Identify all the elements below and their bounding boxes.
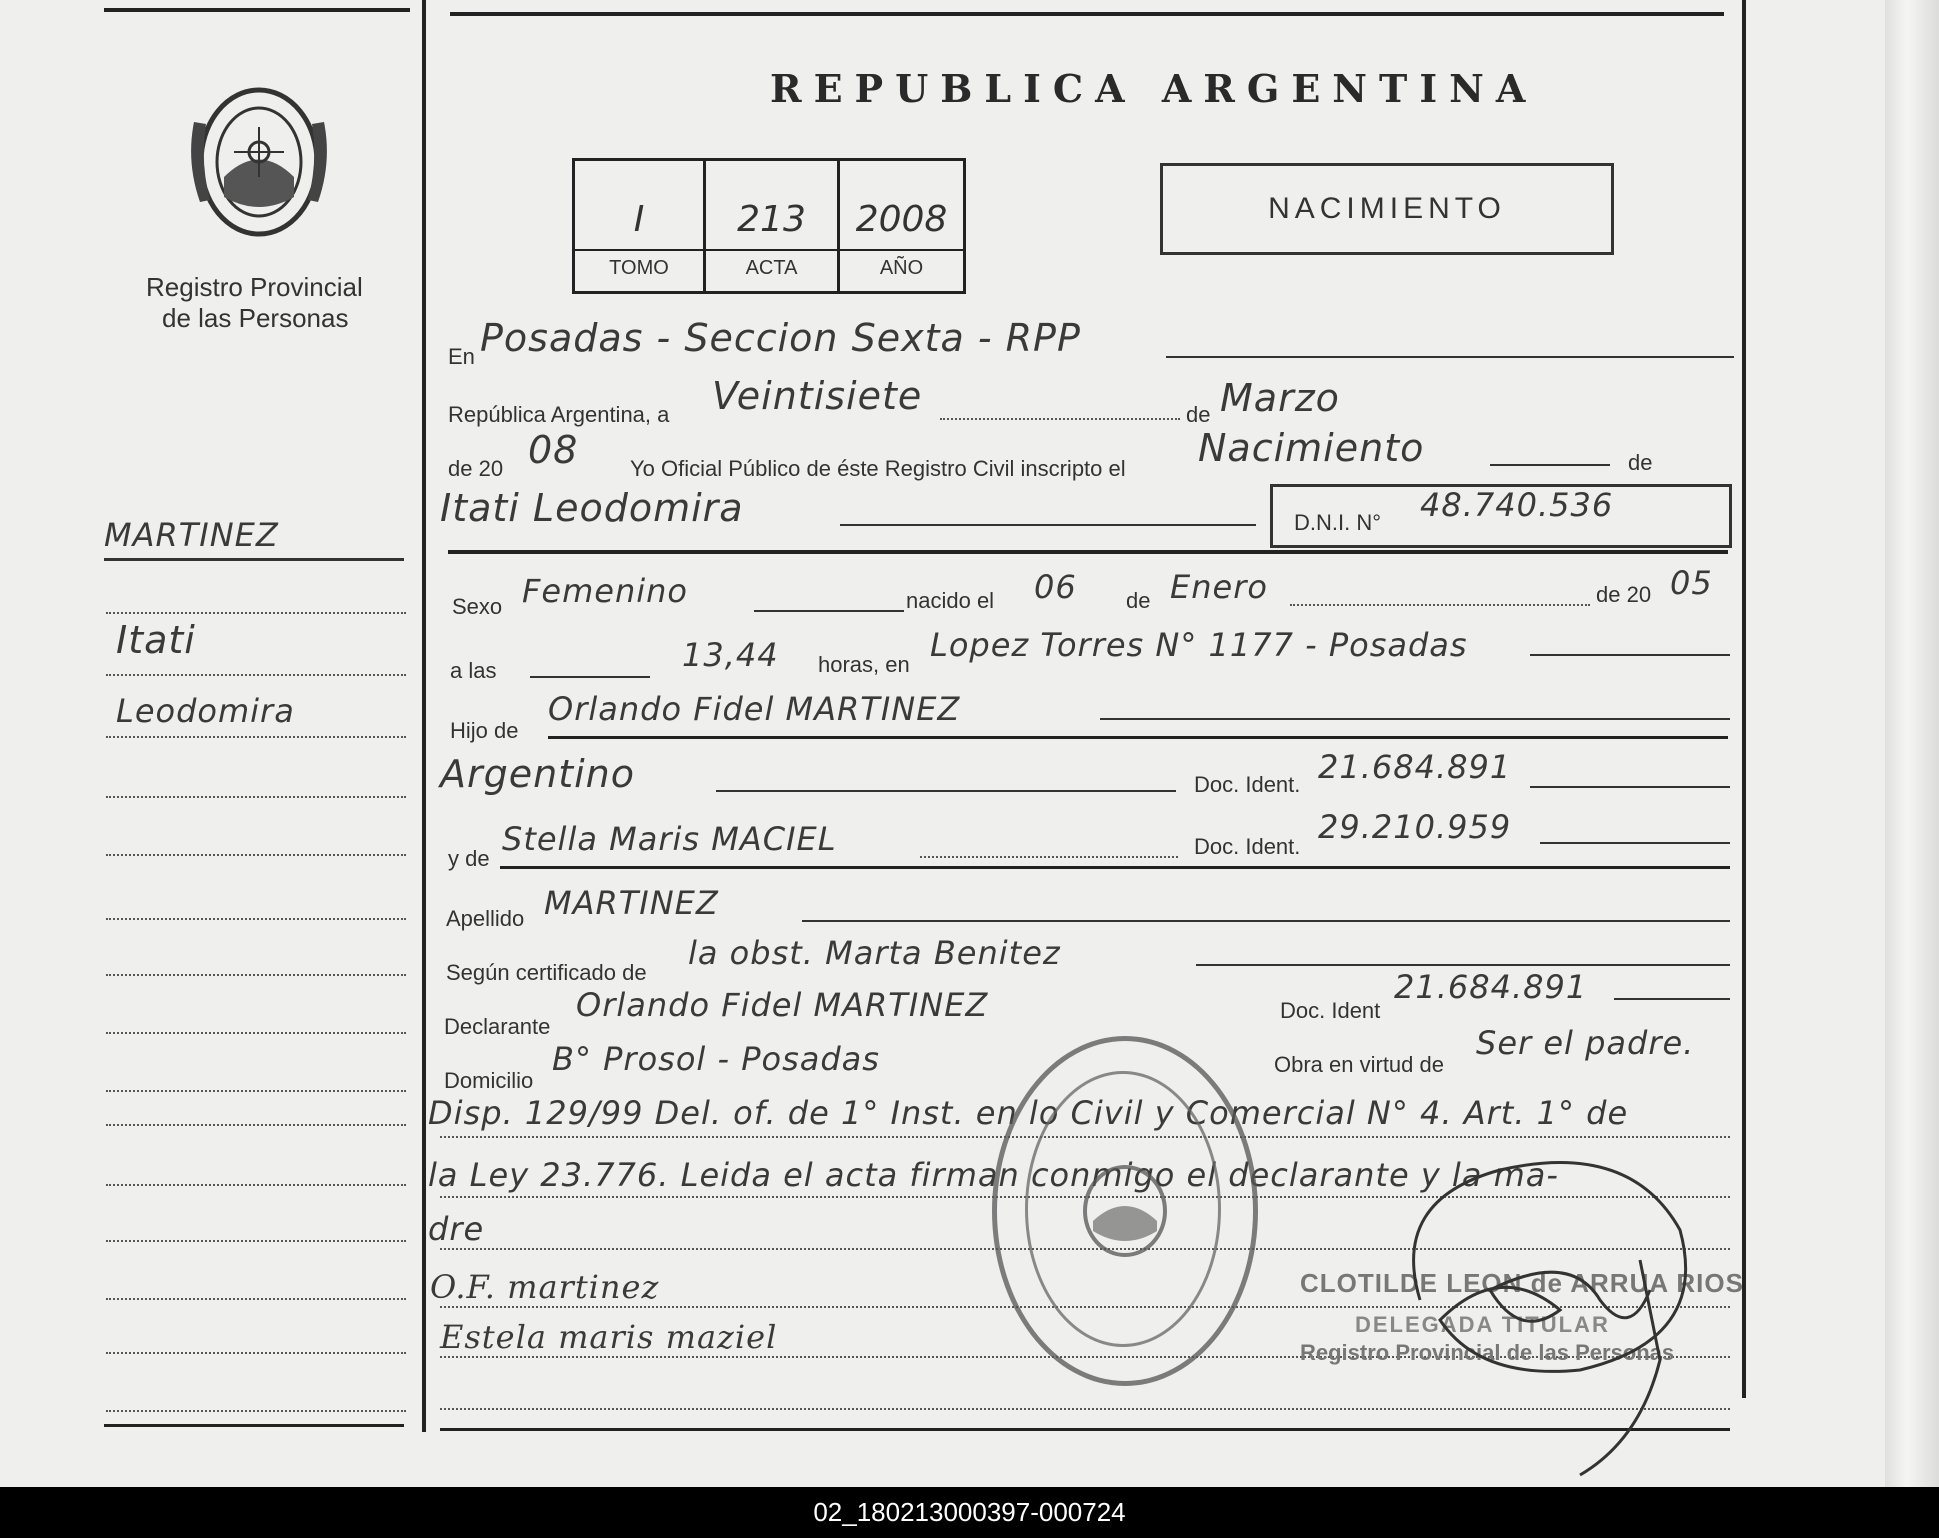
dni-value: 48.740.536 (1420, 486, 1614, 524)
note-line-2: la Ley 23.776. Leida el acta firman conmigo el declarante y la ma- (428, 1156, 1559, 1194)
nationality-line (716, 790, 1176, 792)
de20-label-2: de 20 (1596, 582, 1652, 607)
top-rule-left (104, 8, 410, 12)
domicilio-label: Domicilio (444, 1068, 534, 1093)
registry-name-line1: Registro Provincial (146, 272, 363, 302)
registry-name-line2: de las Personas (162, 303, 349, 333)
month-value: Marzo (1220, 376, 1340, 420)
margin-line (106, 918, 406, 920)
doc-label-2: Doc. Ident (1280, 998, 1381, 1023)
official-role-stamp: DELEGADA TITULAR (1355, 1312, 1610, 1337)
margin-line (106, 1410, 406, 1412)
anio-label: AÑO (879, 257, 924, 279)
horas-label: horas, en (818, 652, 910, 677)
margin-line (106, 974, 406, 976)
year-value: 08 (528, 428, 579, 472)
birth-year-value: 05 (1670, 564, 1713, 602)
birth-month-line (1290, 604, 1590, 606)
yde-label: y de (448, 846, 490, 871)
margin-line (106, 1184, 406, 1186)
margin-line (106, 674, 406, 676)
day-value: Veintisiete (712, 374, 923, 418)
apellido-label: Apellido (446, 906, 525, 931)
father-underline (548, 736, 1728, 739)
hour-value: 13,44 (682, 636, 779, 674)
en-label: En (448, 344, 475, 369)
obra-label: Obra en virtud de (1274, 1052, 1444, 1077)
de20-label: de 20 (448, 456, 504, 481)
page-edge (1885, 0, 1939, 1487)
act-type-box (1160, 163, 1614, 255)
declarante-value: Orlando Fidel MARTINEZ (576, 986, 989, 1024)
mother-doc-line (1540, 842, 1730, 844)
record-number-box (572, 158, 966, 294)
image-id-text: 02_180213000397-000724 (813, 1497, 1126, 1527)
sexo-value: Femenino (522, 572, 688, 610)
margin-name2: Leodomira (116, 692, 295, 730)
hijo-label: Hijo de (450, 718, 519, 743)
day-line (940, 418, 1180, 420)
label-row-divider (575, 249, 963, 251)
mother-signature: Estela maris maziel (440, 1318, 778, 1356)
margin-bottom-rule (104, 1424, 404, 1427)
certificado-line (1196, 964, 1730, 966)
de-label-2: de (1628, 450, 1653, 475)
alas-line (530, 676, 650, 678)
declarante-doc-line (1614, 998, 1730, 1000)
margin-divider (422, 0, 426, 1432)
oficial-label: Yo Oficial Público de éste Registro Civil inscripto el (630, 456, 1126, 481)
nacido-label: nacido el (906, 588, 995, 613)
obra-value: Ser el padre. (1476, 1024, 1695, 1062)
mother-line (920, 856, 1178, 858)
domicilio-value: B° Prosol - Posadas (552, 1040, 880, 1078)
province-seal-logo (186, 82, 332, 242)
de-label: de (1186, 402, 1211, 427)
child-name-line (840, 524, 1256, 526)
inscripto-line (1490, 464, 1610, 466)
anio-value: 2008 (855, 199, 948, 240)
mother-value: Stella Maris MACIEL (502, 820, 837, 858)
declarant-signature: O.F. martinez (430, 1268, 660, 1306)
sexo-label: Sexo (452, 594, 503, 619)
margin-name1: Itati (116, 618, 196, 662)
apellido-value: MARTINEZ (544, 884, 719, 922)
declarante-doc-value: 21.684.891 (1394, 968, 1588, 1006)
place-line (1166, 356, 1734, 358)
declarante-label: Declarante (444, 1014, 551, 1039)
margin-line (106, 1124, 406, 1126)
act-type-label: NACIMIENTO (1268, 192, 1506, 225)
birth-place-line (1530, 654, 1730, 656)
sexo-line (754, 610, 904, 612)
margin-line (106, 854, 406, 856)
dni-label: D.N.I. N° (1294, 510, 1382, 535)
right-border (1742, 0, 1746, 1398)
margin-line (106, 1090, 406, 1092)
apellido-line (802, 920, 1730, 922)
official-round-seal (992, 1036, 1258, 1386)
father-value: Orlando Fidel MARTINEZ (548, 690, 961, 728)
birth-place-value: Lopez Torres N° 1177 - Posadas (930, 626, 1468, 664)
tomo-label: TOMO (609, 257, 669, 279)
father-line (1100, 718, 1730, 720)
father-doc-line (1530, 786, 1730, 788)
margin-line (106, 1240, 406, 1242)
segun-label: Según certificado de (446, 960, 647, 985)
seal-emblem-icon (1075, 1161, 1175, 1261)
image-id-bar (0, 1487, 1939, 1538)
mother-doc-value: 29.210.959 (1318, 808, 1512, 846)
father-nationality-value: Argentino (440, 752, 635, 796)
acta-label: ACTA (745, 257, 798, 279)
birth-month-value: Enero (1170, 568, 1268, 606)
place-value: Posadas - Seccion Sexta - RPP (480, 316, 1081, 360)
section-rule (448, 550, 1728, 554)
margin-line (106, 1352, 406, 1354)
margin-surname-line (104, 558, 404, 561)
margin-line (106, 1032, 406, 1034)
mother-underline (500, 866, 1730, 869)
birth-day-value: 06 (1034, 568, 1077, 606)
doc-label-mother: Doc. Ident. (1194, 834, 1301, 859)
margin-line (106, 1298, 406, 1300)
margin-line (106, 736, 406, 738)
father-doc-value: 21.684.891 (1318, 748, 1512, 786)
note-line-3: dre (428, 1210, 485, 1248)
official-org-stamp: Registro Provincial de las Personas (1300, 1340, 1675, 1365)
republica-label: República Argentina, a (448, 402, 670, 427)
margin-line (106, 796, 406, 798)
note-line-1: Disp. 129/99 Del. of. de 1° Inst. en lo Civil y Comercial N° 4. Art. 1° de (428, 1094, 1629, 1132)
certificado-value: la obst. Marta Benitez (688, 934, 1061, 972)
inscripto-value: Nacimiento (1198, 426, 1425, 470)
country-title: REPUBLICA ARGENTINA (770, 66, 1538, 111)
de-label-3: de (1126, 588, 1151, 613)
child-name-value: Itati Leodomira (440, 486, 744, 530)
alas-label: a las (450, 658, 497, 683)
official-signature (1380, 1140, 1700, 1480)
margin-surname: MARTINEZ (104, 516, 279, 554)
margin-line (106, 612, 406, 614)
doc-label: Doc. Ident. (1194, 772, 1301, 797)
top-rule-right (450, 12, 1724, 16)
acta-value: 213 (737, 199, 806, 240)
official-name-stamp: CLOTILDE LEON de ARRUA RIOS (1300, 1268, 1744, 1298)
tomo-value: I (633, 199, 645, 240)
